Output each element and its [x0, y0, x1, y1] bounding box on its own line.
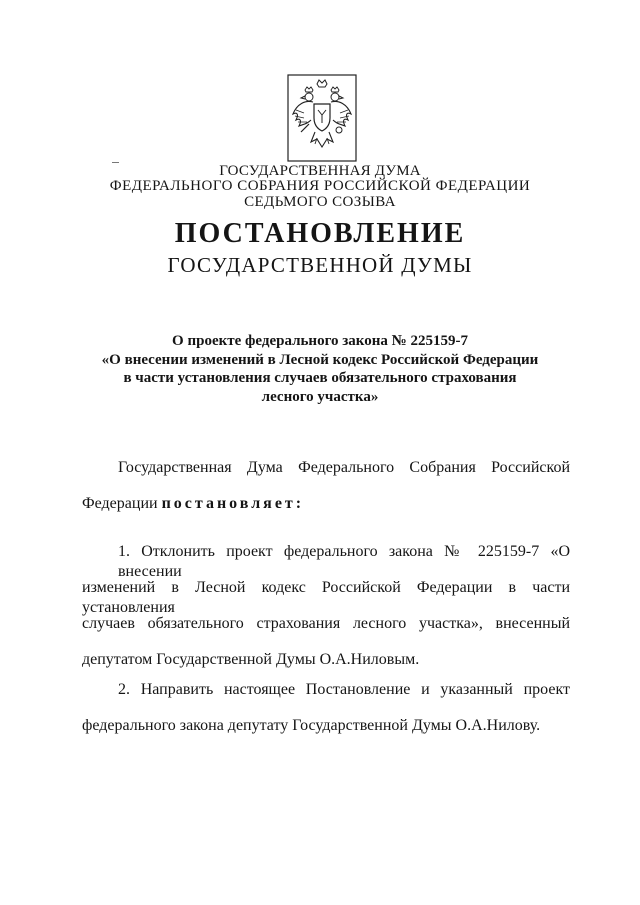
- subject-line: в части установления случаев обязательного страхования: [123, 370, 517, 386]
- preamble-line: [82, 494, 570, 514]
- org-name-line3: СЕДЬМОГО СОЗЫВА: [244, 194, 396, 210]
- point-line: 1. Отклонить проект федерального закона № 225159-7 «О внесении: [118, 543, 570, 580]
- document-subject: [0, 332, 640, 406]
- point-line: изменений в Лесной кодекс Российской Федерации в части установления: [82, 579, 570, 616]
- subject-line: «О внесении изменений в Лесной кодекс Российской Федерации: [101, 351, 539, 368]
- subject-line: О проекте федерального закона № 225159-7: [172, 333, 468, 349]
- org-name-line2: ФЕДЕРАЛЬНОГО СОБРАНИЯ РОССИЙСКОЙ ФЕДЕРАЦИИ: [109, 178, 531, 194]
- point-2: [82, 680, 570, 736]
- subject-line: лесного участка»: [261, 388, 379, 405]
- point-1: [82, 542, 570, 670]
- double-headed-eagle-icon: [287, 74, 357, 162]
- point-line: депутатом Государственной Думы О.А.Ниловым.: [82, 651, 420, 668]
- document-subtitle: ГОСУДАРСТВЕННОЙ ДУМЫ: [167, 253, 473, 277]
- preamble: [82, 458, 570, 514]
- preamble-text: Федерации: [82, 495, 162, 512]
- point-line: 2. Направить настоящее Постановление и указанный проект: [118, 681, 570, 698]
- point-line: случаев обязательного страхования лесного участка», внесенный: [82, 615, 570, 632]
- point-line: федерального закона депутату Государственной Думы О.А.Нилову.: [82, 717, 541, 734]
- document-title: ПОСТАНОВЛЕНИЕ: [174, 218, 466, 249]
- resolution-verb: постановляет:: [161, 495, 305, 512]
- preamble-line: Государственная Дума Федерального Собрания Российской: [118, 459, 570, 476]
- state-emblem: [287, 74, 357, 162]
- org-name-line1: ГОСУДАРСТВЕННАЯ ДУМА: [219, 163, 421, 179]
